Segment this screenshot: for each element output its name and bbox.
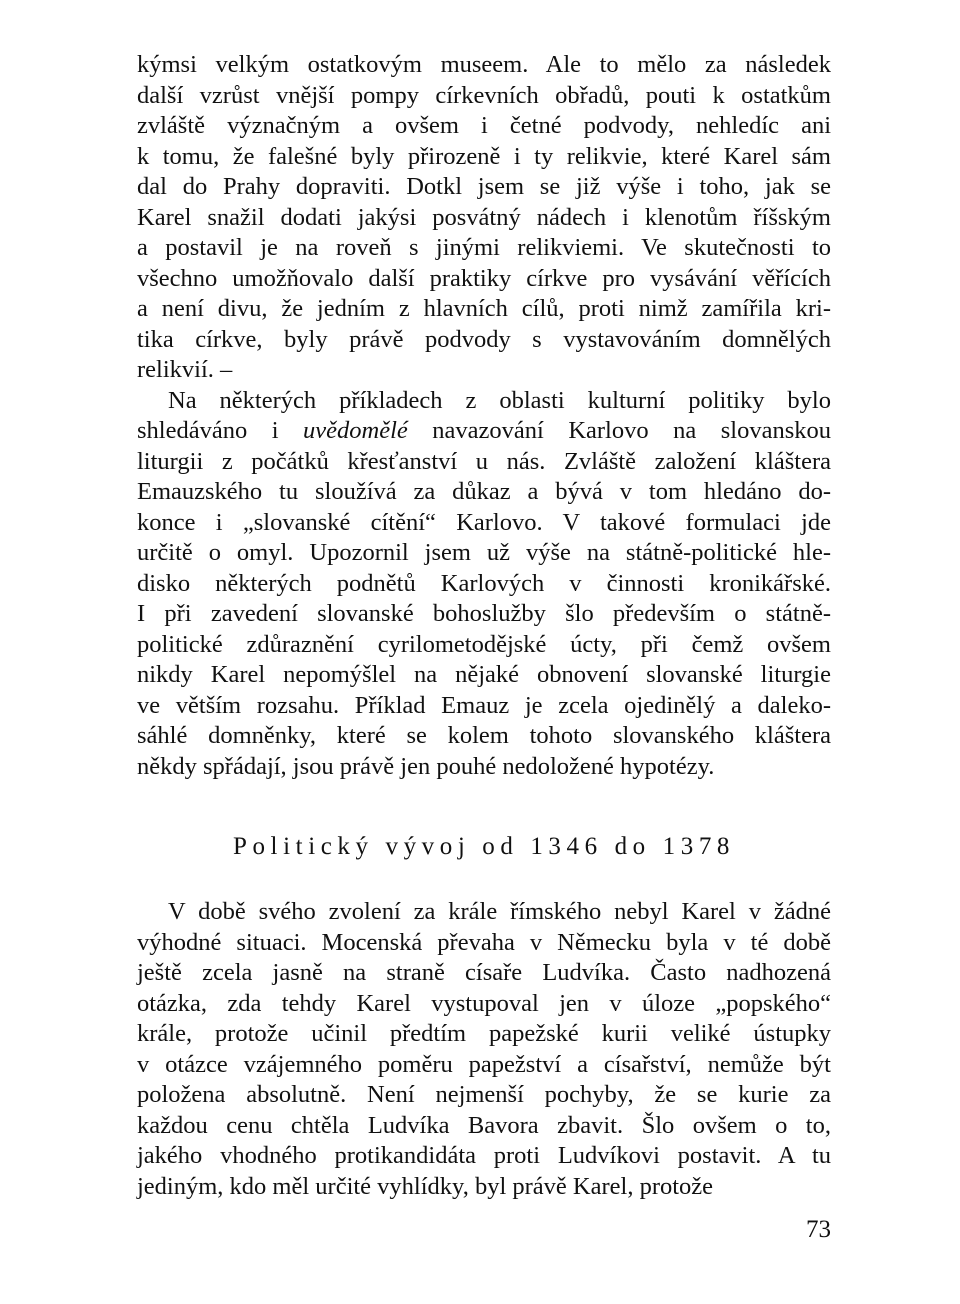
text-line: politické zdůraznění cyrilometodějské úcty, při čemž ovšem [137,630,831,658]
text-line: Karel snažil dodati jakýsi posvátný nádech i klenotům říšským [137,203,831,231]
page-body [137,50,831,1200]
text-line: ve větším rozsahu. Příklad Emauz je zcela ojedinělý a daleko- [137,691,831,719]
text-line: jediným, kdo měl určité vyhlídky, byl právě Karel, protože [137,1172,714,1200]
text-line: někdy spřádají, jsou právě jen pouhé nedoložené hypotézy. [137,752,715,780]
section-heading: Politický vývoj od 1346 do 1378 [232,833,736,860]
text-line: krále, protože učinil předtím papežské kurii veliké ústupky [137,1020,831,1047]
text-line: a není divu, že jedním z hlavních cílů, proti nimž zamířila kri- [137,295,831,322]
text-line: každou cenu chtěla Ludvíka Bavora zbavit. Šlo ovšem o to, [137,1111,831,1139]
text-line: liturgii z počátků křesťanství u nás. Zvláště založení kláštera [137,447,831,475]
text-line: shledáváno i uvědomělé navazování Karlovo na slovanskou [137,417,831,444]
text-line: Na některých příkladech z oblasti kulturní politiky bylo [168,386,831,414]
text-line: V době svého zvolení za krále římského nebyl Karel v žádné [168,898,831,925]
text-line: Emauzského tu sloužívá za důkaz a bývá v tom hledáno do- [137,478,831,505]
text-line: ještě zcela jasně na straně císaře Ludvíka. Často nadhozená [137,959,831,986]
text-line: dal do Prahy dopraviti. Dotkl jsem se již výše i toho, jak se [137,173,831,200]
text-line: a postavil je na roveň s jinými relikviemi. Ve skutečnosti to [137,234,831,261]
text-line: výhodné situaci. Mocenská převaha v Německu byla v té době [137,928,831,956]
text-line: další vzrůst vnější pompy církevních obřadů, pouti k ostatkům [137,81,831,109]
text-line: v otázce vzájemného poměru papežství a císařství, nemůže být [137,1050,831,1078]
paragraph-political-development [137,897,831,1202]
paragraph-continuation [137,50,831,386]
text-line: tika církve, byly právě podvody s vystavováním domnělých [137,325,831,353]
text-line: relikvií. – [137,356,233,383]
text-line: všechno umožňovalo další praktiky církve pro vysávání věřících [137,264,831,292]
text-line: určitě o omyl. Upozornil jsem už výše na státně-politické hle- [137,539,831,566]
text-line: položena absolutně. Není nejmenší pochyby, že se kurie za [137,1081,831,1108]
text-line: disko některých podnětů Karlových v činnosti kronikářské. [137,569,831,597]
text-line: kýmsi velkým ostatkovým museem. Ale to mělo za následek [137,51,831,78]
page-number: 73 [806,1216,831,1243]
text-line: konce i „slovanské cítění“ Karlovo. V takové formulaci jde [137,508,831,536]
text-line: zvláště význačným a ovšem i četné podvody, nehledíc ani [137,112,831,139]
text-line: k tomu, že falešné byly přirozeně i ty relikvie, které Karel sám [137,142,831,170]
text-line: nikdy Karel nepomýšlel na nějaké obnovení slovanské liturgie [137,661,831,688]
paragraph-slavonic-liturgy [137,386,831,783]
text-line: sáhlé domněnky, které se kolem tohoto slovanského kláštera [137,722,831,749]
text-line: otázka, zda tehdy Karel vystupoval jen v úloze „popského“ [137,989,831,1017]
text-line: I při zavedení slovanské bohoslužby šlo především o státně- [137,600,831,627]
text-line: jakého vhodného protikandidáta proti Ludvíkovi postavit. A tu [137,1142,831,1169]
